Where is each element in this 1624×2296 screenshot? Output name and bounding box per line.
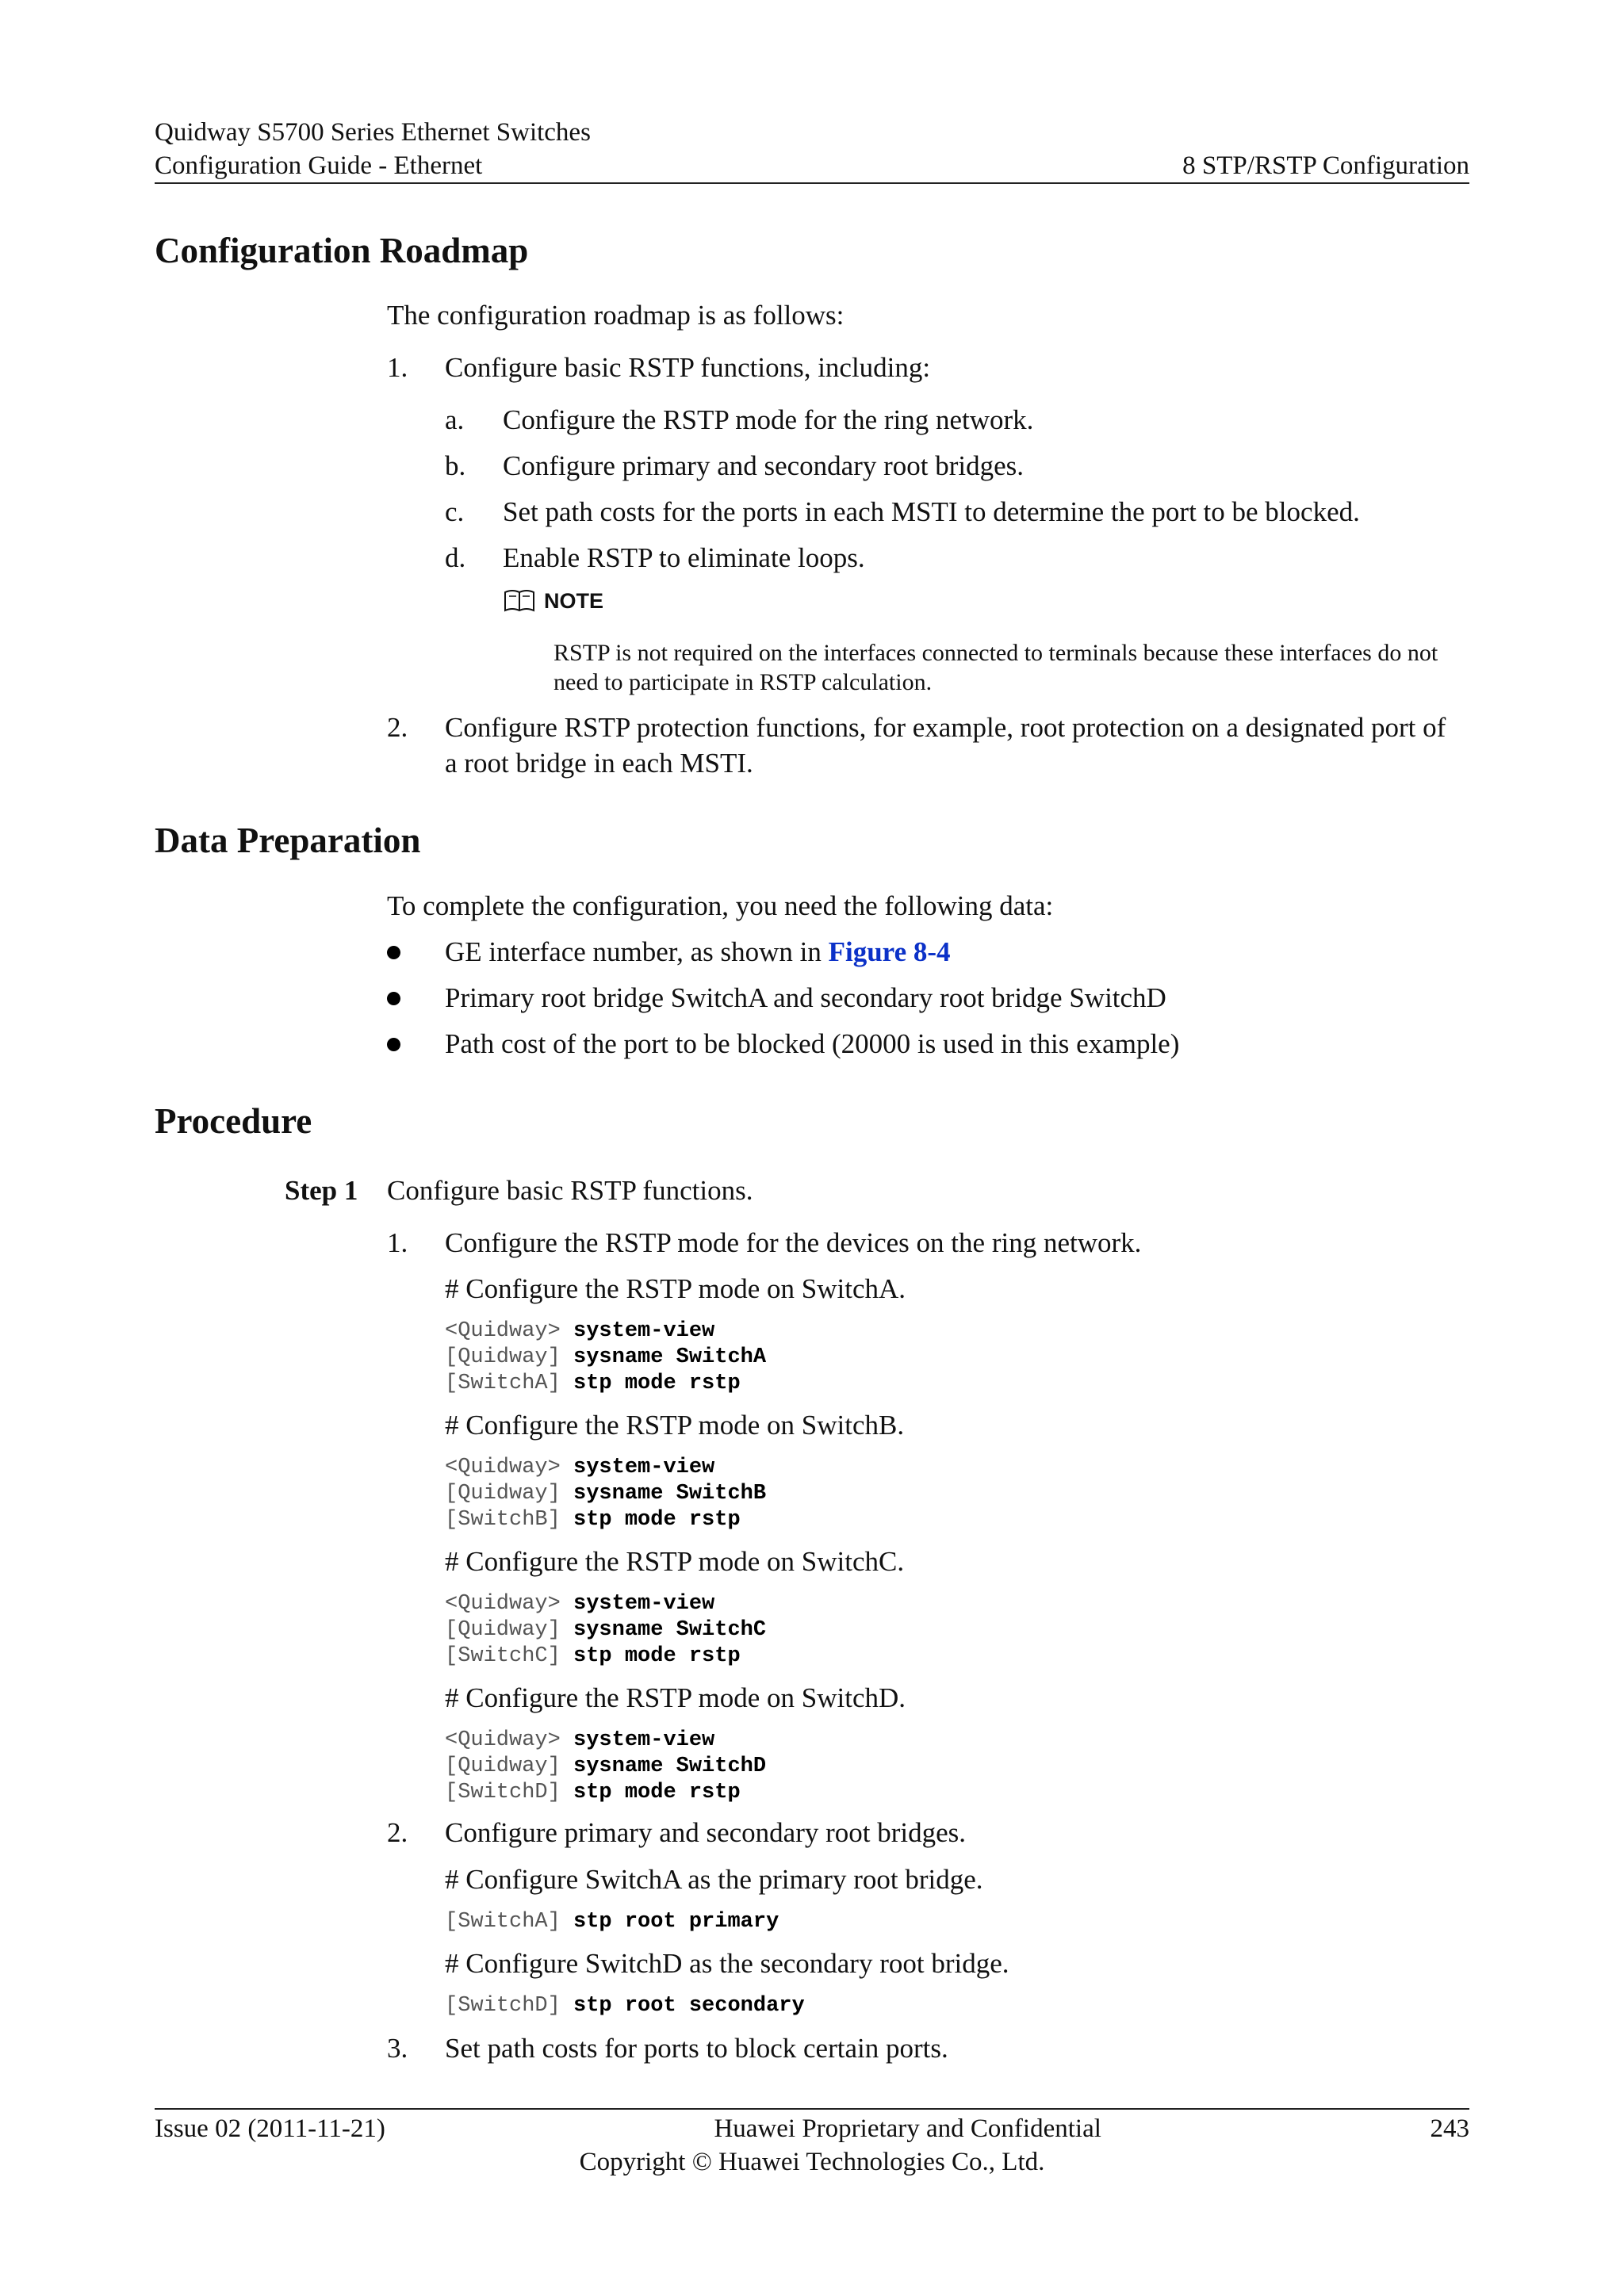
code-line xyxy=(445,1993,805,2019)
code-command: stp mode rstp xyxy=(573,1644,741,1668)
code-command: system-view xyxy=(573,1592,715,1616)
header-product: Quidway S5700 Series Ethernet Switches xyxy=(155,118,591,147)
data-prep-intro: To complete the configuration, you need the following data: xyxy=(387,890,1054,921)
roadmap-item-1: Configure basic RSTP functions, including: xyxy=(445,352,931,383)
section-title-roadmap: Configuration Roadmap xyxy=(155,231,529,270)
code-command: system-view xyxy=(573,1728,715,1752)
roadmap-sub-a: Configure the RSTP mode for the ring network. xyxy=(503,404,1034,435)
procedure-item-3: Set path costs for ports to block certain ports. xyxy=(445,2033,948,2064)
code-line xyxy=(445,1481,766,1507)
code-line xyxy=(445,1728,766,1754)
code-line xyxy=(445,1909,779,1935)
bullet xyxy=(387,1038,400,1051)
code-block xyxy=(445,1318,766,1397)
code-comment: # Configure the RSTP mode on SwitchC. xyxy=(445,1546,905,1577)
code-command: stp root primary xyxy=(573,1910,779,1934)
list-number: 2. xyxy=(387,712,408,743)
header-chapter: 8 STP/RSTP Configuration xyxy=(1182,151,1469,180)
code-block xyxy=(445,1993,805,2019)
code-line xyxy=(445,1455,766,1481)
procedure-item-2: Configure primary and secondary root bridges. xyxy=(445,1817,967,1848)
step-label: Step 1 xyxy=(285,1175,358,1206)
section-title-procedure: Procedure xyxy=(155,1101,312,1141)
code-prompt: [SwitchD] xyxy=(445,1781,574,1804)
sub-marker: c. xyxy=(445,496,465,527)
header-divider xyxy=(155,182,1469,184)
data-item-1 xyxy=(445,934,951,970)
code-comment: # Configure the RSTP mode on SwitchA. xyxy=(445,1273,906,1304)
code-block xyxy=(445,1591,766,1670)
code-command: sysname SwitchD xyxy=(573,1755,767,1778)
code-prompt: <Quidway> xyxy=(445,1592,574,1616)
code-line xyxy=(445,1371,766,1397)
code-line xyxy=(445,1617,766,1644)
page-header xyxy=(155,116,1469,182)
page-number: 243 xyxy=(1430,2114,1469,2143)
step-1-text: Configure basic RSTP functions. xyxy=(387,1175,753,1206)
data-item-3: Path cost of the port to be blocked (20000 is used in this example) xyxy=(445,1028,1180,1059)
code-block xyxy=(445,1909,779,1935)
code-prompt: [Quidway] xyxy=(445,1345,574,1369)
code-prompt: [SwitchA] xyxy=(445,1372,574,1395)
footer-confidential: Huawei Proprietary and Confidential xyxy=(714,2114,1101,2143)
code-command: system-view xyxy=(573,1319,715,1343)
roadmap-sub-c: Set path costs for the ports in each MSTI to determine the port to be blocked. xyxy=(503,496,1360,527)
book-icon xyxy=(503,588,536,614)
code-command: stp root secondary xyxy=(573,1994,805,2018)
code-line xyxy=(445,1754,766,1780)
code-line xyxy=(445,1507,766,1533)
roadmap-intro: The configuration roadmap is as follows: xyxy=(387,300,845,331)
figure-link[interactable]: Figure 8-4 xyxy=(828,936,951,967)
code-prompt: [Quidway] xyxy=(445,1482,574,1506)
code-prompt: [SwitchC] xyxy=(445,1644,574,1668)
code-comment: # Configure SwitchD as the secondary root bridge. xyxy=(445,1948,1009,1979)
sub-marker: d. xyxy=(445,542,466,573)
code-block xyxy=(445,1455,766,1533)
footer-divider xyxy=(155,2108,1469,2110)
code-command: sysname SwitchC xyxy=(573,1618,767,1642)
code-prompt: [SwitchA] xyxy=(445,1910,574,1934)
code-prompt: [SwitchD] xyxy=(445,1994,574,2018)
code-command: sysname SwitchB xyxy=(573,1482,767,1506)
code-prompt: [SwitchB] xyxy=(445,1508,574,1532)
code-command: system-view xyxy=(573,1456,715,1479)
code-prompt: [Quidway] xyxy=(445,1618,574,1642)
roadmap-item-2-line2: a root bridge in each MSTI. xyxy=(445,748,753,779)
sub-marker: b. xyxy=(445,450,466,481)
code-command: stp mode rstp xyxy=(573,1781,741,1804)
code-prompt: [Quidway] xyxy=(445,1755,574,1778)
list-number: 2. xyxy=(387,1817,408,1848)
code-comment: # Configure SwitchA as the primary root bridge. xyxy=(445,1864,983,1895)
roadmap-item-2-line1: Configure RSTP protection functions, for example, root protection on a designated port of xyxy=(445,712,1446,743)
footer-issue: Issue 02 (2011-11-21) xyxy=(155,2114,385,2143)
data-item-2: Primary root bridge SwitchA and secondary root bridge SwitchD xyxy=(445,982,1166,1013)
code-line xyxy=(445,1345,766,1371)
header-guide: Configuration Guide - Ethernet xyxy=(155,151,483,180)
code-prompt: <Quidway> xyxy=(445,1456,574,1479)
code-comment: # Configure the RSTP mode on SwitchD. xyxy=(445,1682,906,1713)
code-line xyxy=(445,1644,766,1670)
procedure-item-1: Configure the RSTP mode for the devices on the ring network. xyxy=(445,1227,1142,1258)
roadmap-sub-d: Enable RSTP to eliminate loops. xyxy=(503,542,865,573)
code-prompt: <Quidway> xyxy=(445,1728,574,1752)
note-label: NOTE xyxy=(544,588,604,613)
roadmap-sub-b: Configure primary and secondary root bridges. xyxy=(503,450,1025,481)
code-command: stp mode rstp xyxy=(573,1372,741,1395)
footer-copyright: Copyright © Huawei Technologies Co., Ltd. xyxy=(579,2148,1045,2176)
code-line xyxy=(445,1780,766,1806)
bullet xyxy=(387,992,400,1005)
section-title-data-prep: Data Preparation xyxy=(155,821,421,860)
bullet xyxy=(387,946,400,959)
code-command: sysname SwitchA xyxy=(573,1345,767,1369)
code-comment: # Configure the RSTP mode on SwitchB. xyxy=(445,1410,905,1441)
list-number: 1. xyxy=(387,352,408,383)
code-block xyxy=(445,1728,766,1806)
code-command: stp mode rstp xyxy=(573,1508,741,1532)
note-line: RSTP is not required on the interfaces connected to terminals because these interfaces do not xyxy=(553,640,1438,666)
sub-marker: a. xyxy=(445,404,465,435)
list-number: 1. xyxy=(387,1227,408,1258)
data-item-1-text: GE interface number, as shown in xyxy=(445,936,829,967)
code-line xyxy=(445,1591,766,1617)
note-line: need to participate in RSTP calculation. xyxy=(553,669,933,695)
list-number: 3. xyxy=(387,2033,408,2064)
note-header xyxy=(503,588,603,614)
code-prompt: <Quidway> xyxy=(445,1319,574,1343)
code-line xyxy=(445,1318,766,1345)
note-body xyxy=(553,638,1473,697)
page-footer xyxy=(155,2112,1469,2179)
